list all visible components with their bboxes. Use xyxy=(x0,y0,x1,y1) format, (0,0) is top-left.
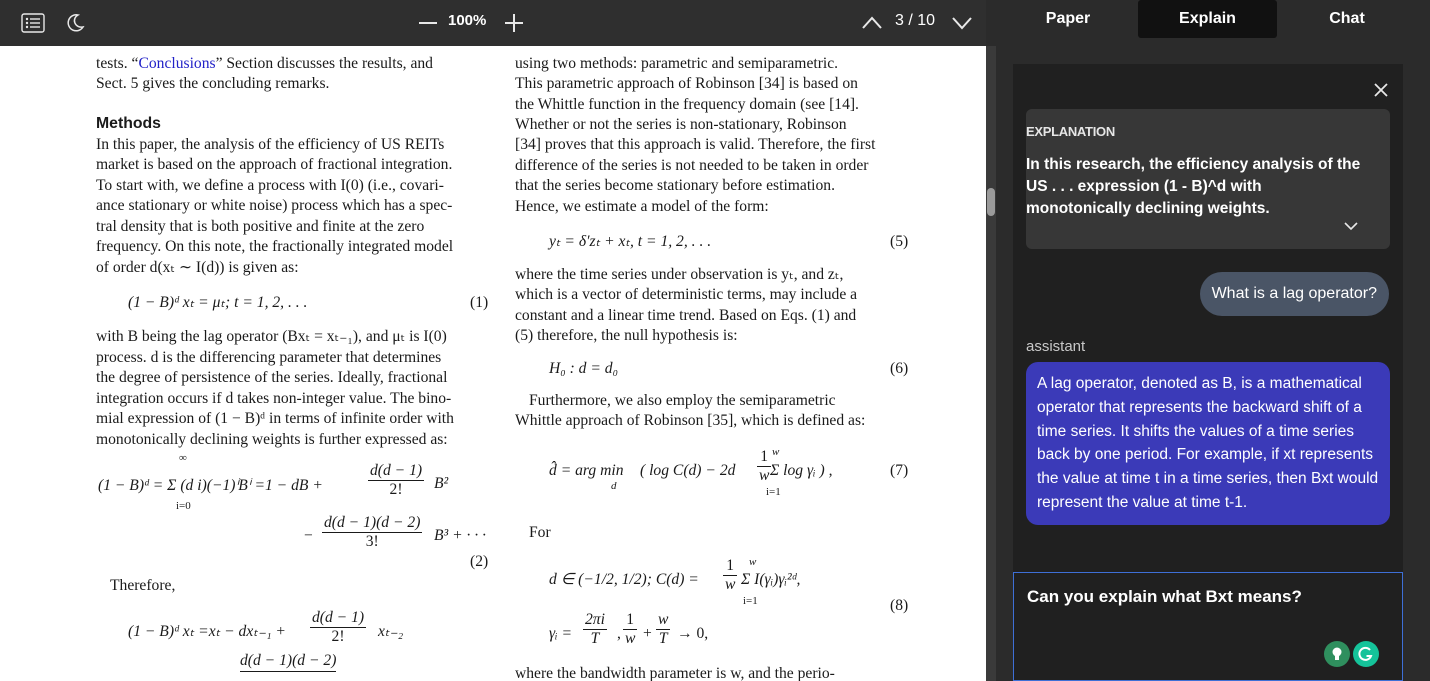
equation-8a-lhs: d ∈ (−1/2, 1/2); C(d) = xyxy=(549,571,699,588)
text-line xyxy=(96,54,492,74)
text-line: the Whittle function in the frequency domain (see [14]. xyxy=(515,96,859,113)
argmin-subscript: d xyxy=(611,480,617,492)
equation-number: (2) xyxy=(470,553,489,570)
text-line: of order d(xₜ ∼ I(d)) is given as: xyxy=(96,259,299,276)
text-line: the degree of persistence of the series. Ideally, fractional xyxy=(96,369,448,386)
sum-lower-limit: i=1 xyxy=(743,595,758,607)
text-line: Hence, we estimate a model of the form: xyxy=(515,198,769,215)
fraction-numerator: d(d − 1) xyxy=(370,462,423,479)
text-span: ” Section discusses the results, and xyxy=(215,55,433,72)
text-line: which is a vector of deterministic terms, may include a xyxy=(515,286,858,303)
fraction-numerator: 2πi xyxy=(585,611,605,628)
chevron-down-icon xyxy=(951,12,973,34)
expand-explanation-button[interactable] xyxy=(1341,216,1361,236)
fraction-denominator: w xyxy=(759,467,770,484)
panel-tabs xyxy=(996,0,1430,41)
close-icon xyxy=(1374,83,1388,97)
fraction xyxy=(322,514,422,551)
text-line: market is based on the approach of fractional integration. xyxy=(96,156,453,173)
fraction-numerator: d(d − 1)(d − 2) xyxy=(324,514,421,531)
moon-icon[interactable] xyxy=(62,10,88,36)
fraction xyxy=(656,611,670,648)
chat-input-value[interactable]: Can you explain what Bxt means? xyxy=(1027,587,1302,606)
user-message: What is a lag operator? xyxy=(1200,272,1389,316)
sum-lower-limit: i=0 xyxy=(176,500,191,512)
text-line: To start with, we define a process with I(0) (i.e., covari- xyxy=(96,177,444,194)
text-line: Whether or not the series is non-stationary, Robinson xyxy=(515,116,847,133)
fraction-denominator: w xyxy=(625,630,636,647)
text-line: Furthermore, we also employ the semiparametric xyxy=(529,392,836,409)
minus-icon xyxy=(417,12,439,34)
equation-7-lhs: d̂ = arg min xyxy=(549,462,624,479)
equation-1: (1 − B)ᵈ xₜ = μₜ; t = 1, 2, . . . xyxy=(128,294,308,311)
next-page-button[interactable] xyxy=(948,9,976,37)
fraction-numerator: d(d − 1) xyxy=(312,609,365,626)
text-line: (5) therefore, the null hypothesis is: xyxy=(515,327,738,344)
text-line: using two methods: parametric and semiparametric. xyxy=(515,55,839,72)
fraction-tail: B² xyxy=(434,475,449,492)
assistant-panel xyxy=(996,0,1430,681)
equation-8a-tail: Σ I(γᵢ)γᵢ²ᵈ, xyxy=(741,571,801,588)
equation-2-lhs: (1 − B)ᵈ = Σ (d i)(−1)ⁱBⁱ =1 − dB + xyxy=(98,477,323,494)
text-line: constant and a linear time trend. Based on Eqs. (1) and xyxy=(515,307,857,324)
equation-3-lhs: (1 − B)ᵈ xₜ =xₜ − dxₜ₋₁ + xyxy=(128,623,286,640)
methods-heading: Methods xyxy=(96,115,161,132)
zoom-out-button[interactable] xyxy=(414,9,442,37)
fraction-tail: B³ + · · · xyxy=(434,527,487,544)
text-line: frequency. On this note, the fractionally integrated model xyxy=(96,238,454,255)
equation-8b-tail: → 0, xyxy=(677,625,709,642)
tab-explain[interactable]: Explain xyxy=(1138,0,1277,38)
fraction xyxy=(310,609,366,646)
fraction-numerator: 1 xyxy=(757,448,771,467)
zoom-in-button[interactable] xyxy=(500,9,528,37)
close-button[interactable] xyxy=(1371,80,1391,100)
scrollbar-thumb[interactable] xyxy=(987,188,995,216)
zoom-level: 100% xyxy=(448,12,487,29)
document-scrollbar[interactable] xyxy=(986,46,996,681)
lightbulb-icon[interactable] xyxy=(1324,641,1350,667)
sum-upper-limit: w xyxy=(772,446,780,458)
equation-number: (8) xyxy=(890,597,909,614)
text-line: difference of the series is not needed to be taken in order xyxy=(515,157,869,174)
text-line: In this paper, the analysis of the efficiency of US REITs xyxy=(96,136,445,153)
text-line: [34] proves that this approach is valid. Therefore, the first xyxy=(515,136,876,153)
chevron-up-icon xyxy=(861,12,883,34)
text-line: integration occurs if d takes non-integer value. The bino- xyxy=(96,390,452,407)
assistant-label: assistant xyxy=(1026,338,1086,355)
assistant-message: A lag operator, denoted as B, is a mathematical operator that represents the backward shift of a time series. It shifts the values of a time series back by one period. For example, if xt represents the value at time t in a time series, then Bxt would represent the value at time t-1. xyxy=(1026,362,1390,525)
text-line: monotonically declining weights is further expressed as: xyxy=(96,431,448,448)
viewer-toolbar xyxy=(0,0,986,46)
text-line: ance stationary or white noise) process which has a spec- xyxy=(96,197,453,214)
chat-area xyxy=(1013,64,1403,681)
fraction xyxy=(623,611,637,648)
fraction-denominator: 3! xyxy=(365,533,379,550)
fraction-numerator: 1 xyxy=(723,557,737,576)
plus-sign: + xyxy=(643,625,652,642)
text-line: For xyxy=(529,524,551,541)
explanation-text: In this research, the efficiency analysis of the US . . . expression (1 - B)^d with monotonically declining weights. xyxy=(1026,156,1361,217)
sum-upper-limit: w xyxy=(749,556,757,568)
explanation-title: EXPLANATION xyxy=(1026,124,1115,139)
equation-number: (5) xyxy=(890,233,909,250)
fraction xyxy=(368,462,424,499)
chat-input[interactable] xyxy=(1013,572,1403,681)
equation-8b-lhs: γᵢ = xyxy=(549,625,573,642)
tab-chat[interactable]: Chat xyxy=(1329,10,1365,27)
fraction-denominator: 2! xyxy=(389,481,403,498)
fraction xyxy=(583,611,607,648)
conclusions-link[interactable]: Conclusions xyxy=(138,55,216,72)
equation-7-tail: Σ log γᵢ ) , xyxy=(770,462,833,479)
equation-number: (7) xyxy=(890,462,909,479)
fraction-denominator: w xyxy=(725,576,736,593)
comma: , xyxy=(617,625,621,642)
document-page xyxy=(0,46,986,681)
sum-upper-limit: ∞ xyxy=(179,452,187,464)
text-span: tests. “ xyxy=(96,55,139,72)
plus-icon xyxy=(503,12,525,34)
text-line: with B being the lag operator (Bxₜ = xₜ₋₁), and μₜ is I(0) xyxy=(96,328,447,345)
text-line: where the bandwidth parameter is w, and the perio- xyxy=(515,665,835,681)
page-indicator: 3 / 10 xyxy=(895,12,936,29)
text-line: mial expression of (1 − B)ᵈ in terms of infinite order with xyxy=(96,410,454,427)
previous-page-button[interactable] xyxy=(858,9,886,37)
text-line: that the series become stationary before estimation. xyxy=(515,177,835,194)
fraction-denominator: T xyxy=(590,630,600,647)
equation-5: yₜ = δ′zₜ + xₜ, t = 1, 2, . . . xyxy=(549,233,712,250)
equation-6: H₀ : d = d₀ xyxy=(549,360,619,377)
text-line: process. d is the differencing parameter that determines xyxy=(96,349,442,366)
text-line: tral density that is both positive and finite at the zero xyxy=(96,218,425,235)
minus-sign: − xyxy=(304,527,313,544)
equation-number: (6) xyxy=(890,360,909,377)
text-line: Sect. 5 gives the concluding remarks. xyxy=(96,75,330,92)
fraction-tail: xₜ₋₂ xyxy=(378,623,404,640)
list-icon[interactable] xyxy=(20,10,46,36)
chevron-down-icon xyxy=(1344,221,1358,231)
text-line: Whittle approach of Robinson [35], which is defined as: xyxy=(515,412,866,429)
text-line: where the time series under observation is yₜ, and zₜ, xyxy=(515,266,844,283)
text-line: This parametric approach of Robinson [34] is based on xyxy=(515,75,858,92)
fraction-numerator: d(d − 1)(d − 2) xyxy=(240,651,336,672)
fraction-denominator: 2! xyxy=(331,628,345,645)
text-line: Therefore, xyxy=(110,577,176,594)
fraction-numerator: 1 xyxy=(623,611,637,630)
grammarly-icon[interactable] xyxy=(1353,641,1379,667)
sum-lower-limit: i=1 xyxy=(766,486,781,498)
fraction xyxy=(723,557,737,594)
fraction-numerator: w xyxy=(658,611,669,628)
fraction-denominator: T xyxy=(658,630,668,647)
equation-number: (1) xyxy=(470,294,489,311)
equation-7-body: ( log C(d) − 2d xyxy=(640,462,736,479)
tab-paper[interactable]: Paper xyxy=(1045,10,1091,27)
